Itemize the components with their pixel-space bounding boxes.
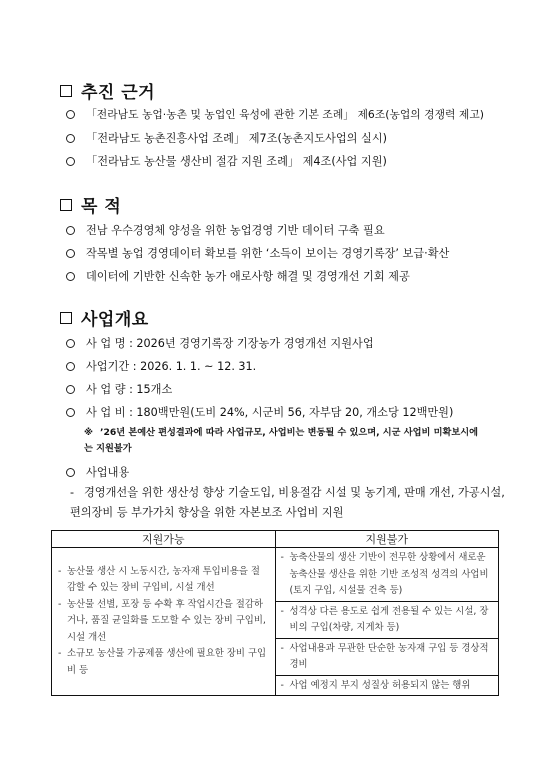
table-row [52, 548, 499, 696]
square-bullet-icon [60, 312, 72, 324]
content-description [70, 483, 510, 523]
support-table [51, 530, 499, 696]
budget-note [84, 425, 484, 457]
section-heading [60, 78, 155, 103]
impossible-row [276, 639, 499, 676]
list-item: 사 업 량 : 15개소 [66, 381, 172, 397]
list-item: 사 업 비 : 180백만원(도비 24%, 시군비 56, 자부담 20, 개소당 12백만원) [66, 404, 453, 420]
circle-bullet-icon [66, 362, 75, 371]
impossible-row [276, 676, 499, 696]
circle-bullet-icon [66, 157, 75, 166]
dash-mark: - [70, 486, 75, 499]
possible-item: - 소규모 농산물 가공제품 생산에 필요한 장비 구입비 등 [58, 646, 269, 679]
list-item: 데이터에 기반한 신속한 농가 애로사항 해결 및 경영개선 기회 제공 [66, 268, 410, 284]
list-item: 「전라남도 농업·농촌 및 농업인 육성에 관한 기본 조례」 제6조(농업의 경쟁력 제고) [66, 107, 484, 122]
square-bullet-icon [60, 85, 72, 97]
impossible-row [276, 548, 499, 602]
section-heading [60, 192, 121, 217]
circle-bullet-icon [66, 226, 75, 235]
section-title: 사업개요 [81, 310, 149, 330]
list-item: 「전라남도 농촌진흥사업 조례」 제7조(농촌지도사업의 실시) [66, 130, 387, 146]
section-title: 목 적 [81, 197, 122, 217]
circle-bullet-icon [66, 134, 75, 143]
list-item: 「전라남도 농산물 생산비 절감 지원 조례」 제4조(사업 지원) [66, 153, 387, 169]
circle-bullet-icon [66, 385, 75, 394]
square-bullet-icon [60, 199, 72, 211]
table-header-impossible: 지원불가 [275, 531, 499, 548]
note-text: ’26년 본예산 편성결과에 따라 사업규모, 사업비는 변동될 수 있으며, 시군 사업비 미확보시에는 지원불가 [84, 427, 478, 454]
section-heading [60, 305, 149, 330]
circle-bullet-icon [66, 272, 75, 281]
circle-bullet-icon [66, 110, 75, 119]
possible-cell [52, 548, 276, 696]
circle-bullet-icon [66, 468, 75, 477]
content-text: 경영개선을 위한 생산성 향상 기술도입, 비용절감 시설 및 농기계, 판매 개선, 가공시설, 편의장비 등 부가가치 향상을 위한 자본보조 사업비 지원 [70, 486, 505, 519]
list-item: 사업내용 [66, 464, 129, 480]
circle-bullet-icon [66, 339, 75, 348]
impossible-item: - 사업내용과 무관한 단순한 농자재 구입 등 경상적 경비 [281, 641, 494, 674]
impossible-cell [275, 548, 499, 696]
section-title: 추진 근거 [81, 83, 156, 103]
impossible-item: - 농축산물의 생산 기반이 전무한 상황에서 새로운 농축산물 생산을 위한 기반 조성적 성격의 사업비(토지 구입, 시설물 건축 등) [281, 550, 494, 600]
impossible-item: - 사업 예정지 부지 성질상 허용되지 않는 행위 [281, 678, 494, 695]
list-item: 전남 우수경영체 양성을 위한 농업경영 기반 데이터 구축 필요 [66, 222, 385, 238]
impossible-row [276, 602, 499, 639]
table-header-possible: 지원가능 [52, 531, 276, 548]
circle-bullet-icon [66, 249, 75, 258]
list-item: 사 업 명 : 2026년 경영기록장 기장농가 경영개선 지원사업 [66, 335, 374, 351]
possible-item: - 농산물 선별, 포장 등 수확 후 작업시간을 절감하거나, 품질 균일화를 도모할 수 있는 장비 구입비, 시설 개선 [58, 597, 269, 647]
table-header-row [52, 531, 499, 548]
possible-item: - 농산물 생산 시 노동시간, 농자재 투입비용을 절감할 수 있는 장비 구입비, 시설 개선 [58, 564, 269, 597]
list-item: 사업기간 : 2026. 1. 1. ~ 12. 31. [66, 358, 256, 374]
impossible-item: - 성격상 다른 용도로 쉽게 전용될 수 있는 시설, 장비의 구입(차량, 지게차 등) [281, 604, 494, 637]
note-mark: ※ [84, 427, 93, 438]
list-item: 작목별 농업 경영데이터 확보를 위한 ‘소득이 보이는 경영기록장’ 보급·확산 [66, 245, 449, 261]
circle-bullet-icon [66, 408, 75, 417]
